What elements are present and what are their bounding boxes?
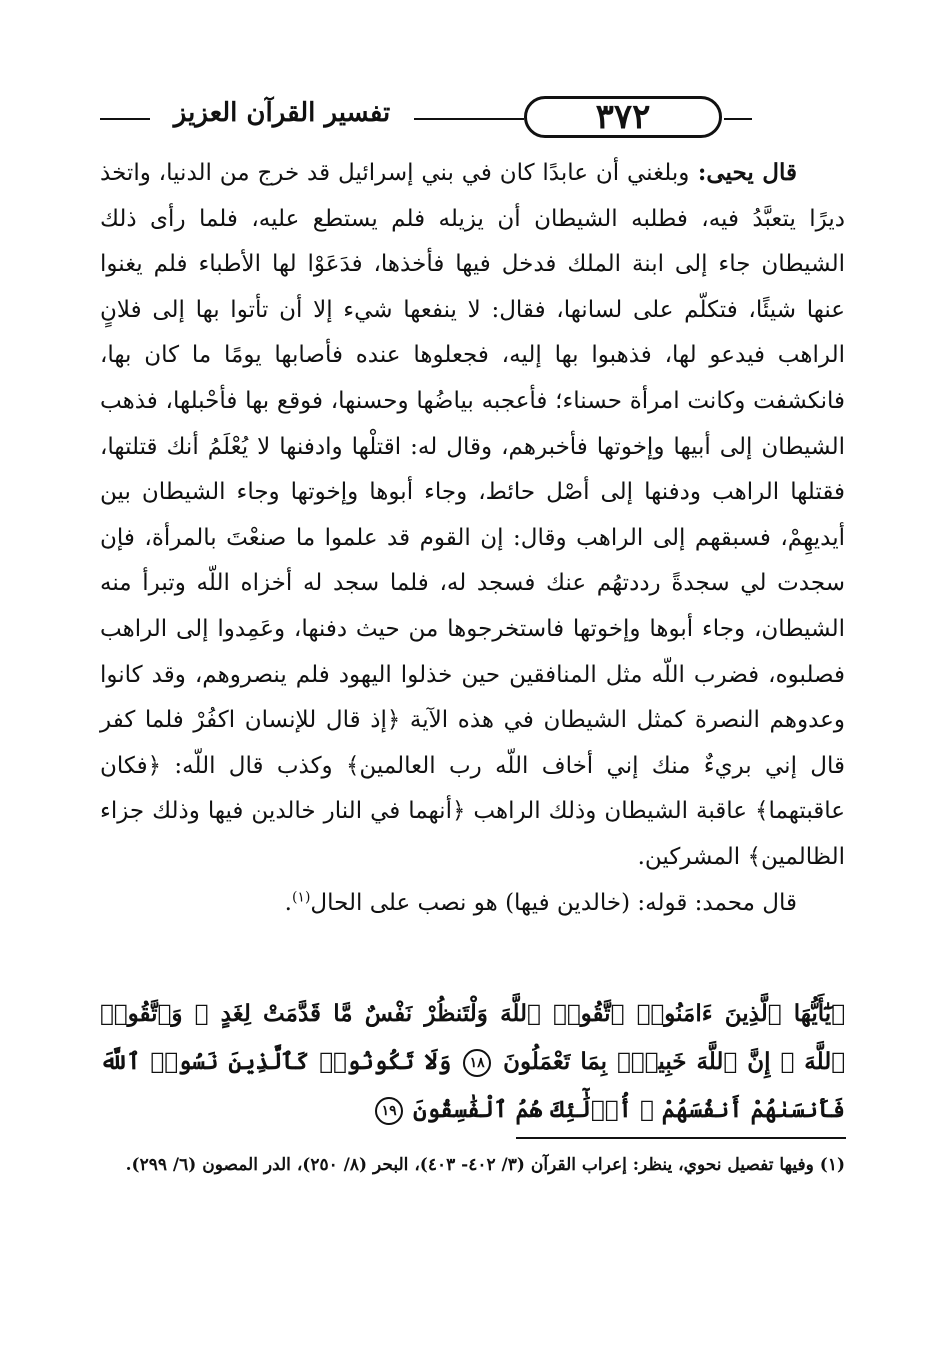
ayah-number-marker: ١٨ [463,1049,491,1077]
book-title: تفسير القرآن العزيز [173,98,391,128]
header-rule-right [724,118,752,120]
header-rule-left [100,118,150,120]
verse-text: وَلَا تَكُونُوا۟ كَٱلَّذِينَ نَسُوا۟ ٱللَّهَ فَأَنسَىٰهُمْ أَنفُسَهُمْ ۚ أُو۟لَٰٓئِكَ هُمُ ٱلْفَٰسِقُونَ [100,1048,845,1123]
speaker-label: قال يحيى: [689,159,798,186]
quran-verses [100,990,845,1134]
main-text [100,150,845,926]
footnote: (١) وفيها تفصيل نحوي، ينظر: إعراب القرآن (٣/ ٤٠٢- ٤٠٣)، البحر (٨/ ٢٥٠)، الدر المصون (٦/ ٢٩٩). [125,1155,845,1175]
footnote-separator [516,1137,846,1139]
page-number-badge: ٣٧٢ [524,96,722,138]
header-rule-middle [414,118,524,120]
page-header [100,92,842,144]
footnote-reference: (١) [291,888,311,905]
ayah-number-marker: ١٩ [375,1097,403,1125]
verse-text: يَٰٓأَيُّهَا ٱلَّذِينَ ءَامَنُوا۟ ٱتَّقُوا۟ ٱللَّهَ وَلْتَنظُرْ نَفْسٌ مَّا قَدَّمَتْ لِغَدٍ ۖ وَٱتَّقُوا۟ ٱللَّهَ ۚ إِنَّ ٱللَّهَ خَبِيرٌۢ بِمَا تَعْمَلُونَ [100,1000,846,1075]
paragraph-text: وبلغني أن عابدًا كان في بني إسرائيل قد خرج من الدنيا، واتخذ ديرًا يتعبَّدُ فيه، فطلبه الشيطان أن يزيله فلم يستطع عليه، فلما رأى ذلك الشيطان جاء إلى ابنة الملك فدخل فيها فأخذها، فدَعَوْا لها الأطباء فلم يغنوا عنها شيئًا، فتكلّم على لسانها، فقال: لا ينفعها شيء إلا أن تأتوا بها إلى فلانٍ الراهب فيدعو لها، فذهبوا بها إليه، فجعلوها عنده فأصابها يومًا ما كان بها، فانكشفت وكانت امرأة حسناء؛ فأعجبه بياضُها وحسنها، فوقع بها فأحْبلها، فذهب الشيطان إلى أبيها وإخوتها فأخبرهم، وقال له: اقتلْها وادفنها لا يُعْلَمُ أنك قتلتها، فقتلها الراهب ودفنها إلى أصْل حائط، وجاء أبوها وإخوتها وجاء الشيطان بين أيديهِمْ، فسبقهم إلى الراهب وقال: إن القوم قد علموا ما صنعْتَ بالمرأة، فإن سجدت لي سجدةً رددتهُم عنك فسجد له، فلما سجد له أخزاه اللّه وتبرأ منه الشيطان، وجاء أبوها وإخوتها فاستخرجوها من حيث دفنها، وعَمِدوا إلى الراهب فصلبوه، فضرب اللّه مثل المنافقين حين خذلوا اليهود فلم ينصروهم، وقد كانوا وعدوهم النصرة كمثل الشيطان في هذه الآية ﴿إذ قال للإنسان اكفُرْ فلما كفر قال إني بريءٌ منك إني أخاف اللّه رب العالمين﴾ وكذب قال اللّه: ﴿فكان عاقبتهما﴾ عاقبة الشيطان وذلك الراهب ﴿أنهما في النار خالدين فيها وذلك جزاء الظالمين﴾ المشركين. [100,160,845,870]
paragraph-muhammad [100,881,845,927]
paragraph-end: . [284,889,292,916]
paragraph-yahya [100,150,845,881]
ornate-bracket: ﴿ [831,1000,845,1027]
paragraph-text: قال محمد: قوله: (خالدين فيها) هو نصب على الحال [310,889,797,916]
